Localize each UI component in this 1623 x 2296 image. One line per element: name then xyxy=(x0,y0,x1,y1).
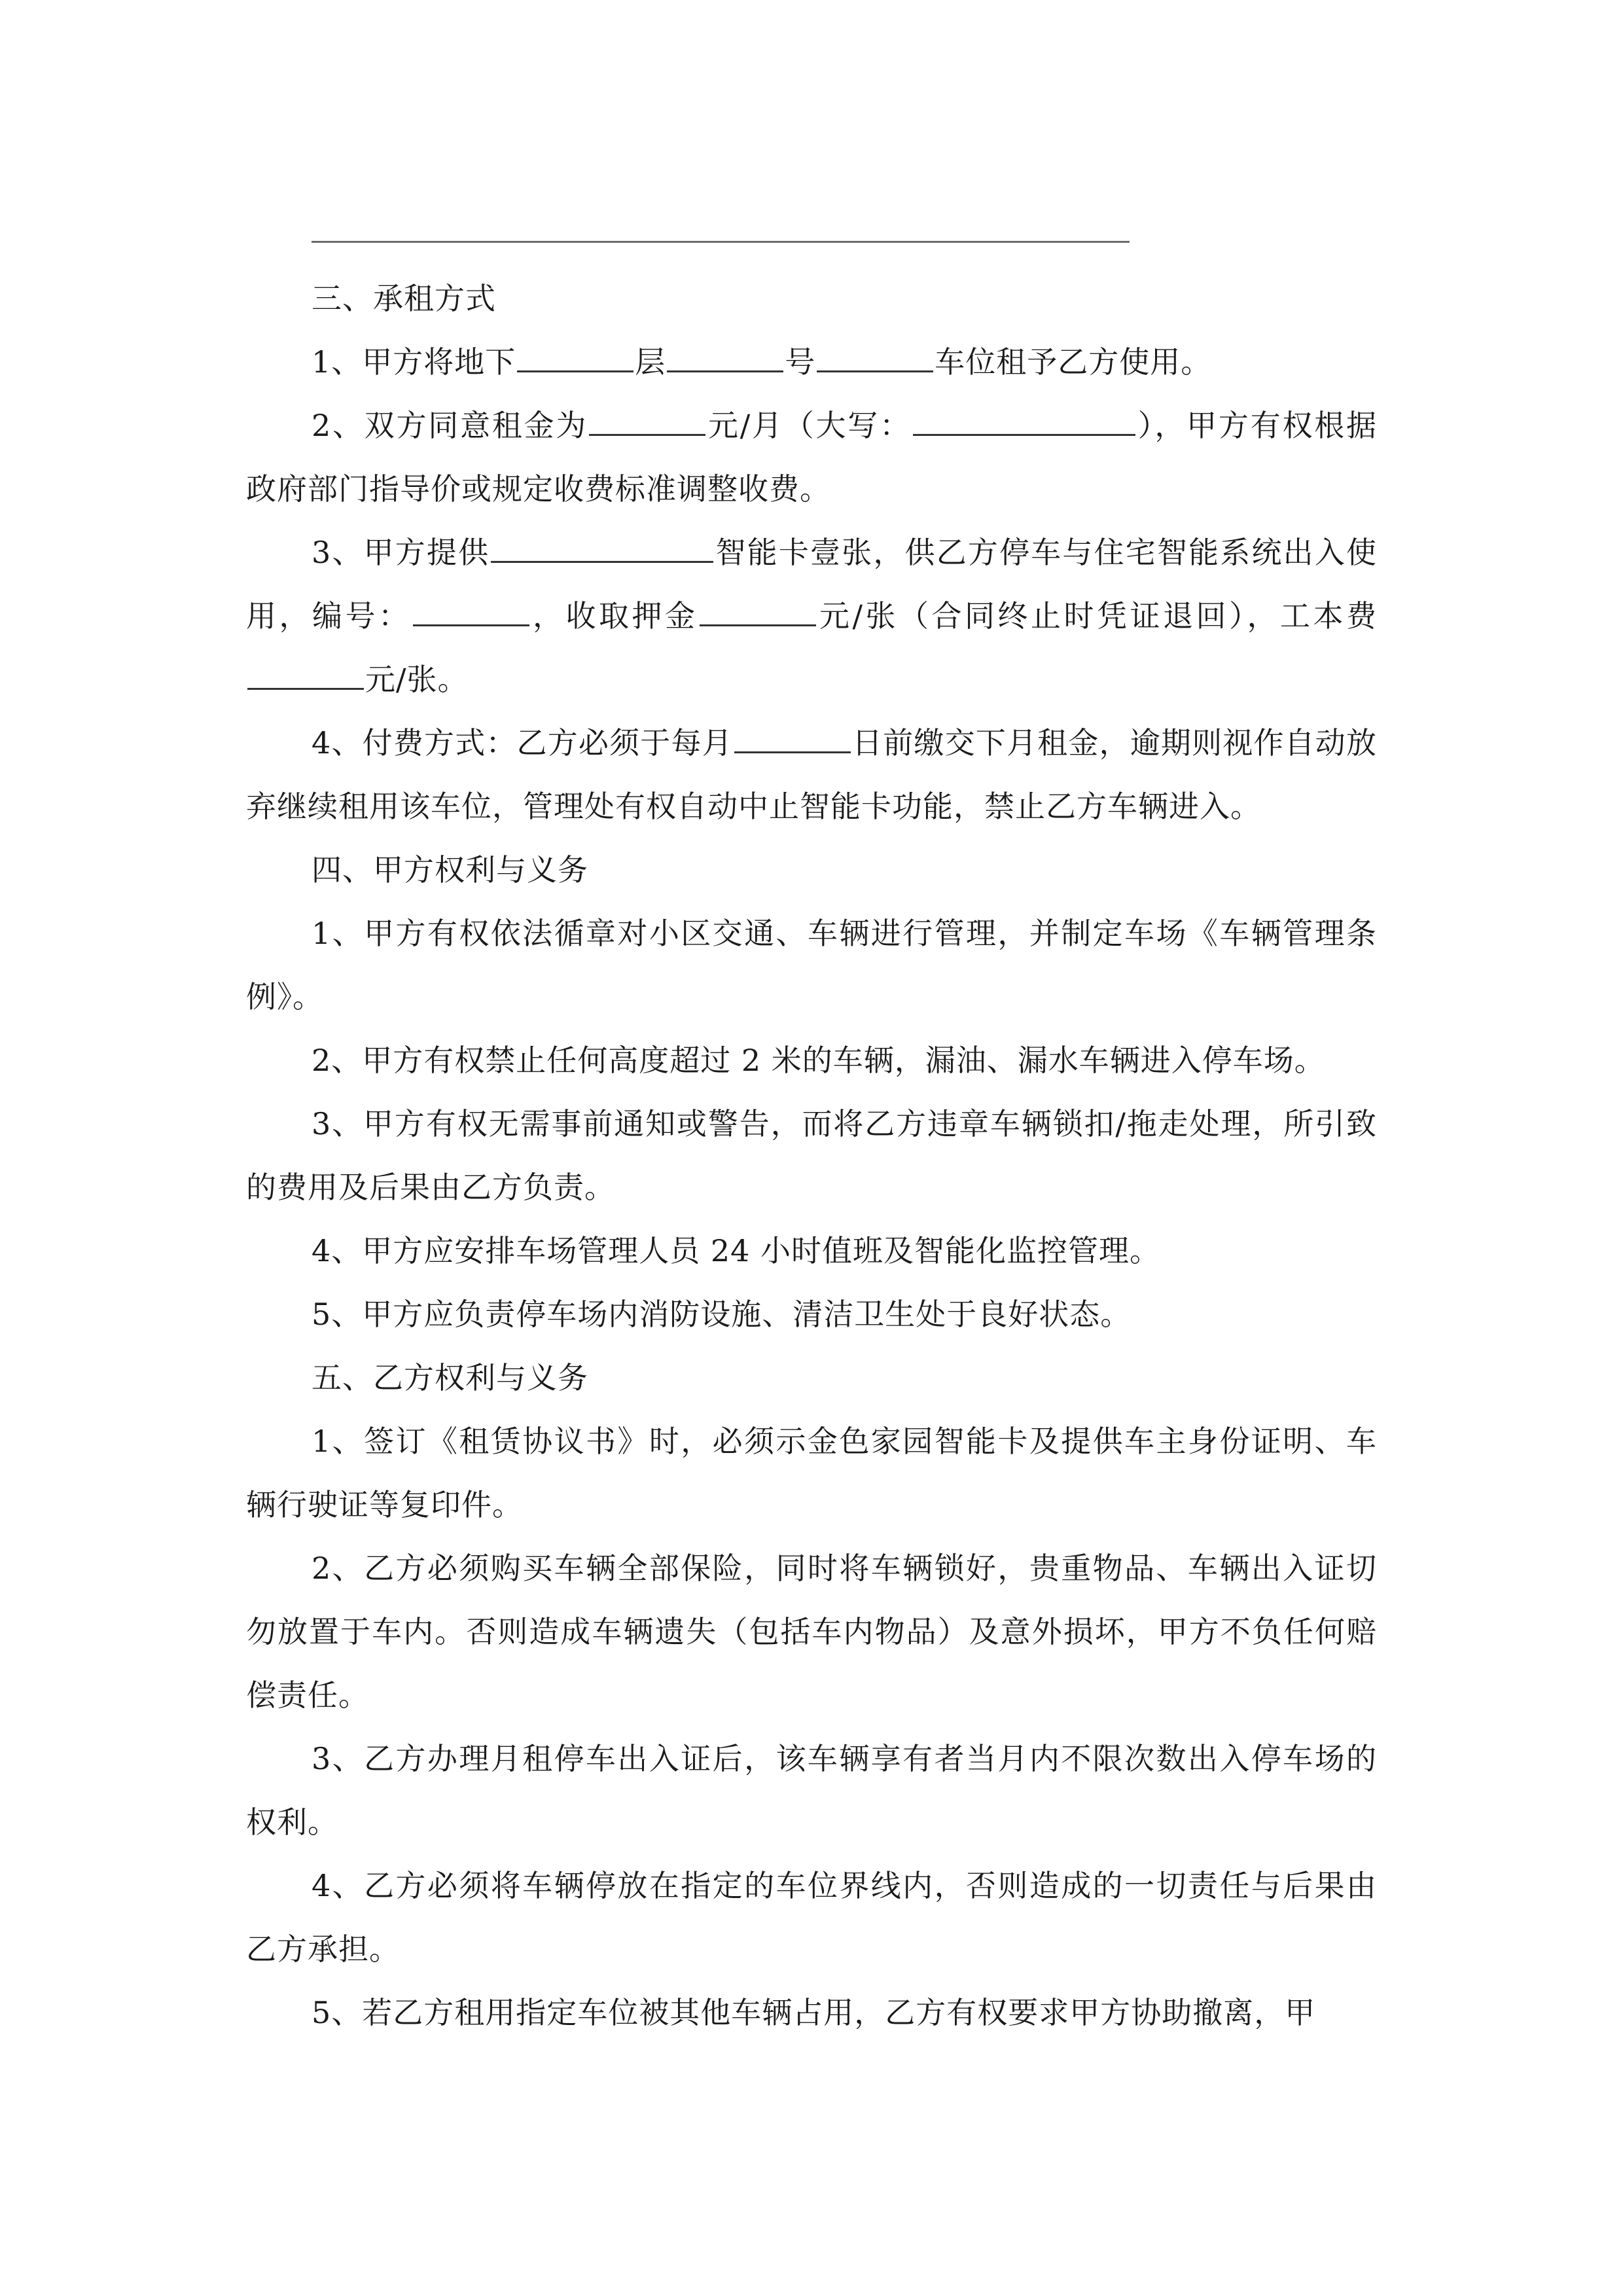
text-run: 元/月（大写： xyxy=(707,408,912,443)
section-5-heading: 五、乙方权利与义务 xyxy=(312,1360,588,1395)
section-5-item-4: 4、乙方必须将车辆停放在指定的车位界线内，否则造成的一切责任与后果由乙方承担。 xyxy=(246,1868,1377,1967)
blank-rent-amount[interactable] xyxy=(589,404,705,436)
section-5-item-1: 1、签订《租赁协议书》时，必须示金色家园智能卡及提供车主身份证明、车辆行驶证等复印件。 xyxy=(246,1424,1377,1522)
blank-rent-in-words[interactable] xyxy=(913,404,1135,436)
blank-floor[interactable] xyxy=(517,340,633,372)
text-run: ），甲方有权根据政府部门指导价或规定收费标准调整收费。 xyxy=(246,408,1377,507)
text-run: 智能卡壹张，供乙方停车与住宅智能系统出入使用，编号： xyxy=(246,535,1377,634)
section-4-item-4: 4、甲方应安排车场管理人员 24 小时值班及智能化监控管理。 xyxy=(312,1233,1161,1268)
section-5-item-3: 3、乙方办理月租停车出入证后，该车辆享有者当月内不限次数出入停车场的权利。 xyxy=(246,1741,1377,1840)
text-run: 车位租予乙方使用。 xyxy=(935,344,1212,380)
blank-card-provider[interactable] xyxy=(491,531,713,563)
text-run: 号 xyxy=(785,344,816,380)
text-run: 元/张。 xyxy=(365,662,469,697)
text-run: 4、付费方式：乙方必须于每月 xyxy=(312,725,733,761)
top-divider-line xyxy=(312,241,1130,243)
text-run: 层 xyxy=(635,344,666,380)
text-run: 日前缴交下月租金，逾期则视作自动放弃继续租用该车位，管理处有权自动中止智能卡功能，禁止乙方车辆进入。 xyxy=(246,725,1377,824)
text-run: ，收取押金 xyxy=(530,598,698,634)
section-5-item-5: 5、若乙方租用指定车位被其他车辆占用，乙方有权要求甲方协助撤离，甲 xyxy=(312,1995,1316,2030)
section-4-heading: 四、甲方权利与义务 xyxy=(312,852,588,888)
section-4-item-5: 5、甲方应负责停车场内消防设施、清洁卫生处于良好状态。 xyxy=(312,1297,1132,1332)
text-run: 3、甲方提供 xyxy=(312,535,490,570)
section-3-heading: 三、承租方式 xyxy=(312,281,496,316)
section-4-item-1: 1、甲方有权依法循章对小区交通、车辆进行管理，并制定车场《车辆管理条例》。 xyxy=(246,916,1377,1014)
section-3-item-1 xyxy=(246,331,1377,394)
section-3-item-2 xyxy=(246,394,1377,521)
blank-payment-day[interactable] xyxy=(734,721,851,753)
document-body xyxy=(246,267,1377,2045)
section-4-item-2: 2、甲方有权禁止任何高度超过 2 米的车辆，漏油、漏水车辆进入停车场。 xyxy=(312,1043,1325,1078)
section-3-item-3 xyxy=(246,521,1377,711)
blank-card-number[interactable] xyxy=(413,594,529,626)
text-run: 2、双方同意租金为 xyxy=(312,408,588,443)
blank-card-fee[interactable] xyxy=(247,658,364,690)
text-run: 1、甲方将地下 xyxy=(312,344,516,380)
blank-number[interactable] xyxy=(667,340,783,372)
blank-deposit[interactable] xyxy=(700,594,816,626)
section-3-item-4 xyxy=(246,711,1377,838)
section-5-item-2: 2、乙方必须购买车辆全部保险，同时将车辆锁好，贵重物品、车辆出入证切勿放置于车内。否则造成车辆遗失（包括车内物品）及意外损坏，甲方不负任何赔偿责任。 xyxy=(246,1551,1377,1713)
section-4-item-3: 3、甲方有权无需事前通知或警告，而将乙方违章车辆锁扣/拖走处理，所引致的费用及后果由乙方负责。 xyxy=(246,1106,1377,1205)
blank-space-id[interactable] xyxy=(817,340,933,372)
text-run: 元/张（合同终止时凭证退回），工本费 xyxy=(817,598,1377,634)
